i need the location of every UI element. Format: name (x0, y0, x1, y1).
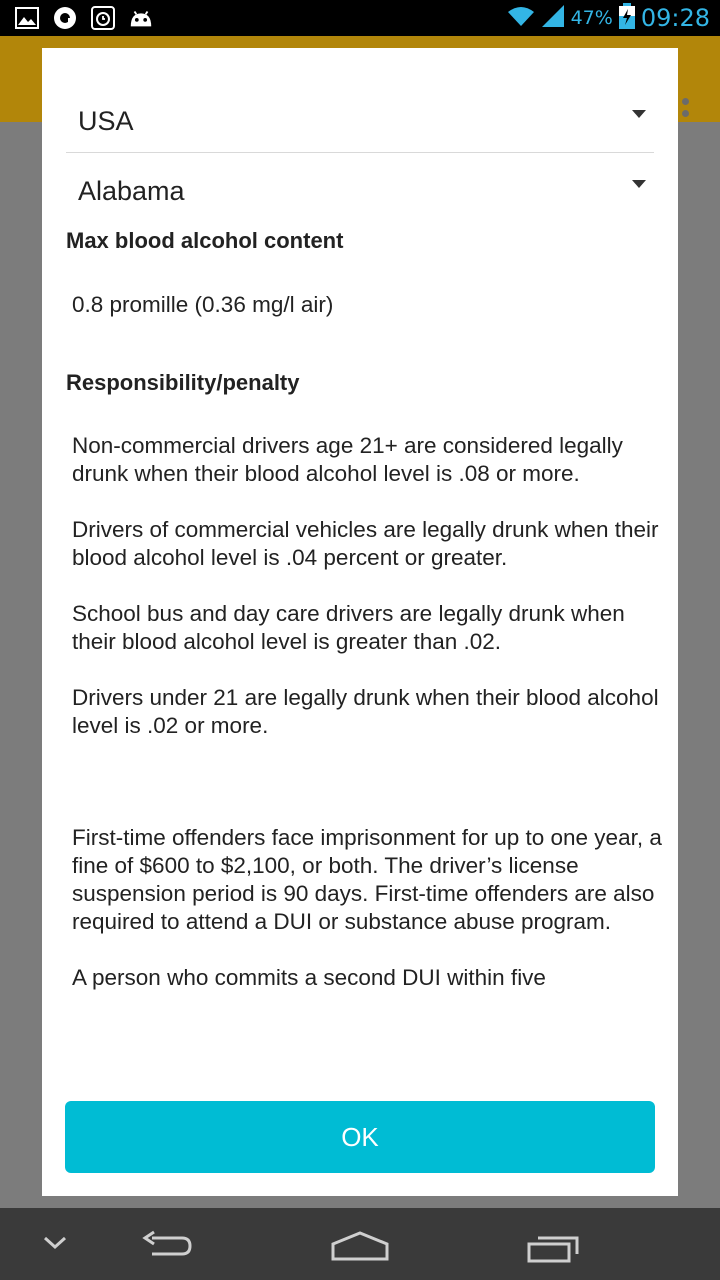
country-value: USA (78, 106, 134, 136)
notification-icons (14, 5, 154, 31)
penalty-paragraph: First-time offenders face imprisonment for up to one year, a fine of $600 to $2,100, or both. The driver’s license suspension period is 90 days. First-time offenders are also required to attend a DUI or substance abuse program. (72, 825, 662, 934)
wifi-icon (507, 5, 535, 31)
penalty-paragraph: Drivers under 21 are legally drunk when their blood alcohol level is .02 or more. (72, 685, 659, 738)
penalty-paragraph: School bus and day care drivers are legally drunk when their blood alcohol level is greater than .02. (72, 601, 625, 654)
hide-keyboard-icon[interactable] (40, 1234, 70, 1256)
ok-button[interactable]: OK (65, 1101, 655, 1173)
max-bac-value: 0.8 promille (0.36 mg/l air) (72, 292, 334, 317)
system-icons (507, 3, 710, 33)
dropdown-caret-icon (632, 110, 646, 118)
penalty-title: Responsibility/penalty (66, 370, 300, 395)
dropdown-caret-icon (632, 180, 646, 188)
info-dialog (42, 48, 678, 1196)
battery-charging-icon (619, 3, 635, 33)
paragraph-spacer (72, 768, 662, 824)
country-spinner[interactable] (66, 84, 654, 153)
state-spinner[interactable] (66, 154, 654, 222)
penalty-paragraph: Non-commercial drivers age 21+ are considered legally drunk when their blood alcohol level is .08 or more. (72, 433, 623, 486)
state-value: Alabama (78, 176, 185, 206)
alarm-icon (90, 5, 116, 31)
penalty-paragraph: Drivers of commercial vehicles are legally drunk when their blood alcohol level is .04 percent or greater. (72, 517, 659, 570)
circle-app-icon (52, 5, 78, 31)
penalty-paragraph: A person who commits a second DUI within five (72, 965, 546, 990)
max-bac-title: Max blood alcohol content (66, 228, 344, 253)
status-bar (0, 0, 720, 36)
android-icon (128, 5, 154, 31)
signal-icon (541, 4, 565, 32)
image-icon (14, 5, 40, 31)
home-icon[interactable] (330, 1230, 390, 1266)
back-icon[interactable] (140, 1230, 196, 1266)
penalty-text-scroll[interactable] (72, 432, 662, 1070)
recent-apps-icon[interactable] (526, 1230, 582, 1268)
battery-percent: 47% (570, 7, 613, 29)
navigation-bar (0, 1208, 720, 1280)
clock: 09:28 (640, 4, 710, 32)
